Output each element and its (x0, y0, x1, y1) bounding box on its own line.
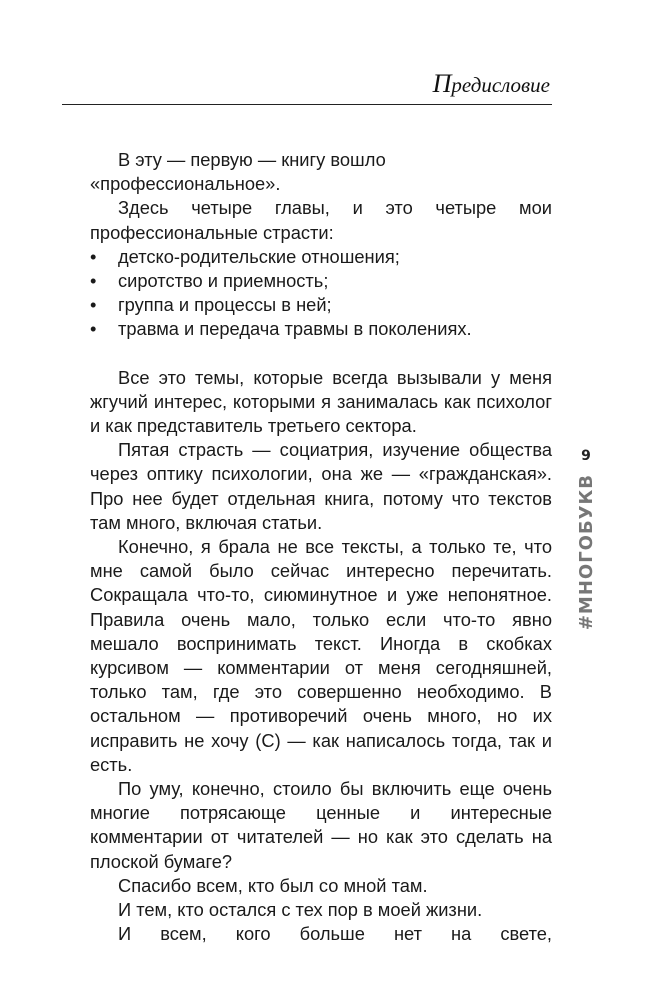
paragraph: По уму, конечно, стоило бы включить еще очень многие потрясающе ценные и интересные комментарии от читателей — но как это сделать на плоской бумаге? (90, 778, 552, 872)
paragraph: И всем, кого больше нет на свете, (118, 923, 552, 945)
paragraph-gap (90, 342, 552, 366)
list-item: • сиротство и приемность; (90, 269, 552, 293)
bullet-icon: • (90, 318, 97, 340)
paragraph: Конечно, я брала не все тексты, а только те, что мне самой было сейчас интересно перечитать. Сокращала что-то, сиюминутное и уже непонятное. Правила очень мало, только если что-то явно мешало воспринимать текст. Иногда в скобках курсивом — комментарии от меня сегодняшней, только там, где это совершенно необходимо. В остальном — противоречий очень много, но их исправить не хочу (С) — как написалось тогда, так и есть. (90, 536, 552, 775)
body-text (90, 148, 552, 947)
passions-list (90, 245, 552, 342)
paragraph: И тем, кто остался с тех пор в моей жизни. (118, 899, 483, 921)
bullet-icon: • (90, 245, 97, 267)
list-item: • детско-родительские отношения; (90, 245, 552, 269)
bullet-icon: • (90, 270, 97, 292)
bullet-icon: • (90, 294, 97, 316)
paragraph: Спасибо всем, кто был со мной там. (118, 874, 428, 896)
chapter-title: Предисловие (432, 69, 550, 98)
intro-paragraph: В эту — первую — книгу вошло «профессиональное». (90, 149, 386, 195)
side-margin (572, 448, 600, 630)
series-label: #МНОГОБУКВ (575, 474, 597, 631)
intro-paragraph: Здесь четыре главы, и это четыре мои профессиональные страсти: (90, 197, 552, 243)
paragraph: Все это темы, которые всегда вызывали у меня жгучий интерес, которыми я занималась как психолог и как представитель третьего сектора. (90, 366, 552, 437)
list-item: • группа и процессы в ней; (90, 293, 552, 317)
paragraph: Пятая страсть — социатрия, изучение общества через оптику психологии, она же — «гражданская». Про нее будет отдельная книга, потому что текстов там много, включая статьи. (90, 439, 552, 533)
page-header (62, 64, 552, 105)
list-item: • травма и передача травмы в поколениях. (90, 317, 552, 341)
page-number: 9 (581, 448, 591, 464)
